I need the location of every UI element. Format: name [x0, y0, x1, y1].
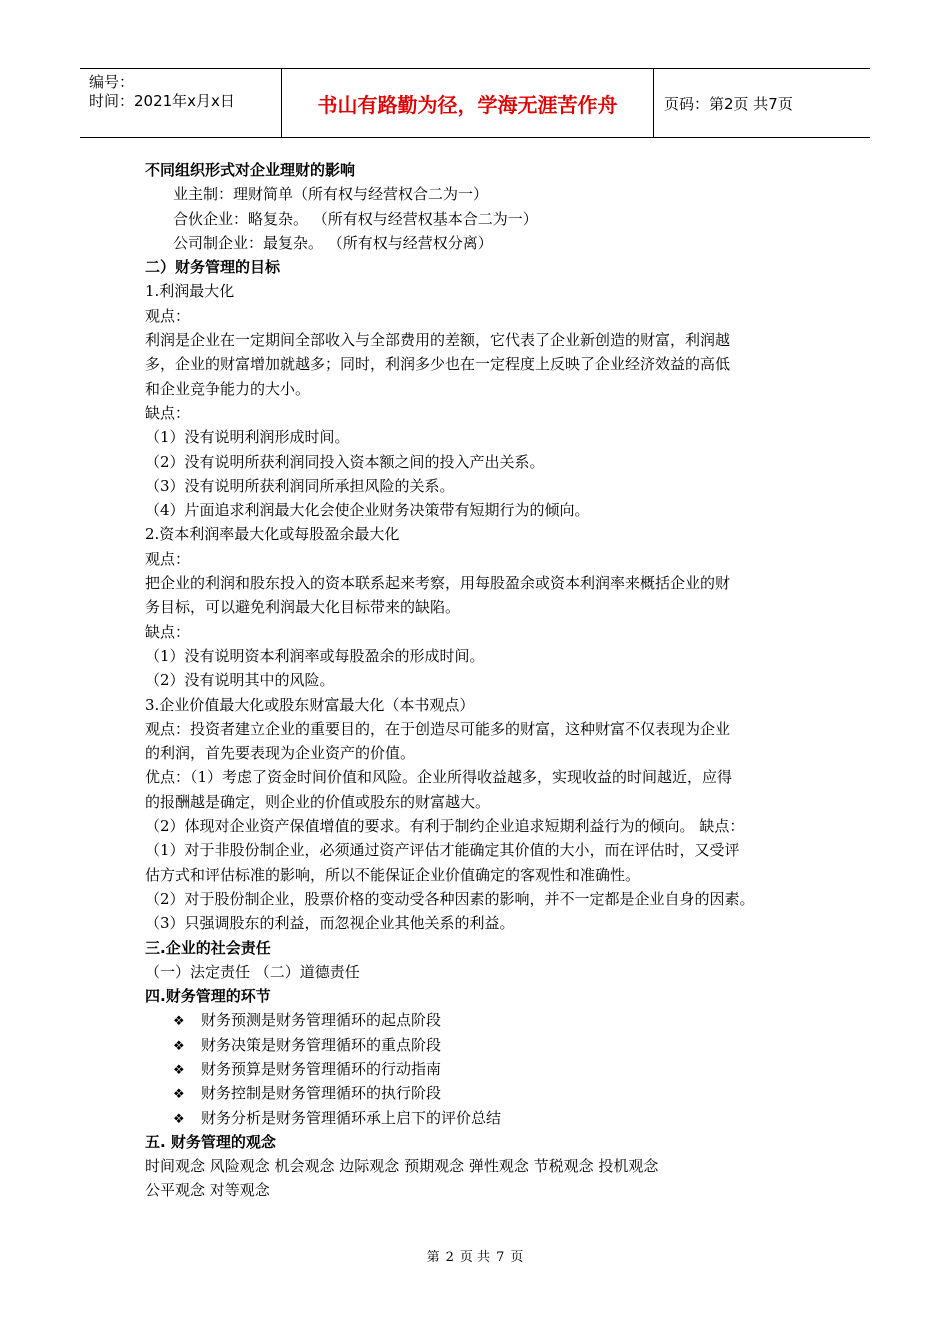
section-heading: 四.财务管理的环节 — [145, 987, 271, 1006]
text-line: 2.资本利润率最大化或每股盈余最大化 — [145, 525, 400, 544]
text-line: 观点：投资者建立企业的重要目的，在于创造尽可能多的财富，这种财富不仅表现为企业 — [145, 719, 731, 738]
bullet-icon: ❖ — [173, 1062, 185, 1078]
bullet-icon: ❖ — [173, 1014, 185, 1030]
text-line: 缺点： — [145, 403, 191, 422]
text-line: （1）对于非股份制企业，必须通过资产评估才能确定其价值的大小，而在评估时，又受评 — [145, 841, 740, 860]
text-line: （2）没有说明其中的风险。 — [145, 671, 335, 690]
bullet-text: 财务控制是财务管理循环的执行阶段 — [201, 1084, 442, 1103]
text-line: 观点： — [145, 549, 191, 568]
bullet-text: 财务决策是财务管理循环的重点阶段 — [201, 1035, 442, 1054]
bullet-text: 财务预测是财务管理循环的起点阶段 — [201, 1011, 442, 1030]
footer-mid: 页 共 — [459, 1250, 491, 1265]
text-line: 估方式和评估标准的影响，所以不能保证企业价值确定的客观性和准确性。 — [145, 865, 641, 884]
bullet-item — [145, 1106, 825, 1130]
bullet-text: 财务分析是财务管理循环承上启下的评价总结 — [201, 1108, 502, 1127]
text-line: （4）片面追求利润最大化会使企业财务决策带有短期行为的倾向。 — [145, 501, 590, 520]
text-line: 合伙企业：略复杂。 （所有权与经营权基本合二为一） — [173, 209, 538, 228]
header-page-cell — [654, 69, 870, 137]
page-header — [80, 68, 870, 138]
text-line: 时间观念 风险观念 机会观念 边际观念 预期观念 弹性观念 节税观念 投机观念 — [145, 1157, 659, 1176]
footer-total-pages: 7 — [496, 1250, 505, 1265]
text-line: （2）没有说明所获利润同投入资本额之间的投入产出关系。 — [145, 452, 545, 471]
text-line: 多，企业的财富增加就越多；同时，利润多少也在一定程度上反映了企业经济效益的高低 — [145, 355, 731, 374]
page-info: 页码：第2页 共7页 — [664, 94, 793, 113]
bullet-text: 财务预算是财务管理循环的行动指南 — [201, 1059, 442, 1078]
text-line: （1）没有说明利润形成时间。 — [145, 428, 350, 447]
text-line: （2）体现对企业资产保值增值的要求。有利于制约企业追求短期利益行为的倾向。 缺点： — [145, 817, 745, 836]
footer-prefix: 第 — [426, 1250, 440, 1265]
motto-text: 书山有路勤为径，学海无涯苦作舟 — [317, 92, 618, 117]
bullet-item — [145, 1008, 825, 1032]
section-heading: 二）财务管理的目标 — [145, 258, 281, 277]
text-line: 业主制：理财简单（所有权与经营权合二为一） — [173, 185, 489, 204]
text-line: 缺点： — [145, 622, 191, 641]
header-left-cell — [80, 69, 282, 137]
page-footer — [0, 1246, 950, 1265]
text-line: 观点： — [145, 306, 191, 325]
text-line: （3）只强调股东的利益，而忽视企业其他关系的利益。 — [145, 914, 515, 933]
text-line: （2）对于股份制企业，股票价格的变动受各种因素的影响，并不一定都是企业自身的因素。 — [145, 889, 755, 908]
text-line: （1）没有说明资本利润率或每股盈余的形成时间。 — [145, 646, 485, 665]
time-label: 时间：2021年x月x日 — [89, 92, 235, 110]
text-line: 把企业的利润和股东投入的资本联系起来考察，用每股盈余或资本利润率来概括企业的财 — [145, 574, 731, 593]
text-line: （一）法定责任 （二）道德责任 — [145, 962, 360, 981]
bullet-icon: ❖ — [173, 1087, 185, 1103]
bullet-item — [145, 1033, 825, 1057]
text-line: 利润是企业在一定期间全部收入与全部费用的差额，它代表了企业新创造的财富，利润越 — [145, 331, 731, 350]
header-motto-cell — [282, 69, 654, 137]
document-body — [145, 158, 825, 1203]
text-line: 优点：（1）考虑了资金时间价值和风险。企业所得收益越多，实现收益的时间越近，应得 — [145, 768, 733, 787]
bullet-icon: ❖ — [173, 1111, 185, 1127]
text-line: 3.企业价值最大化或股东财富最大化（本书观点） — [145, 695, 475, 714]
text-line: 1.利润最大化 — [145, 282, 235, 301]
section-heading: 五. 财务管理的观念 — [145, 1132, 276, 1151]
text-line: 的报酬越是确定，则企业的价值或股东的财富越大。 — [145, 792, 491, 811]
footer-suffix: 页 — [510, 1250, 524, 1265]
text-line: 公司制企业：最复杂。 （所有权与经营权分离） — [173, 233, 493, 252]
section-heading: 三.企业的社会责任 — [145, 938, 271, 957]
text-line: （3）没有说明所获利润同所承担风险的关系。 — [145, 476, 455, 495]
bullet-icon: ❖ — [173, 1038, 185, 1054]
bullet-item — [145, 1057, 825, 1081]
footer-page-number: 2 — [445, 1250, 454, 1265]
text-line: 和企业竞争能力的大小。 — [145, 379, 311, 398]
bullet-item — [145, 1081, 825, 1105]
text-line: 务目标，可以避免利润最大化目标带来的缺陷。 — [145, 598, 461, 617]
text-line: 公平观念 对等观念 — [145, 1181, 270, 1200]
text-line: 的利润，首先要表现为企业资产的价值。 — [145, 744, 416, 763]
number-label: 编号： — [89, 73, 135, 91]
section-heading: 不同组织形式对企业理财的影响 — [145, 161, 356, 179]
